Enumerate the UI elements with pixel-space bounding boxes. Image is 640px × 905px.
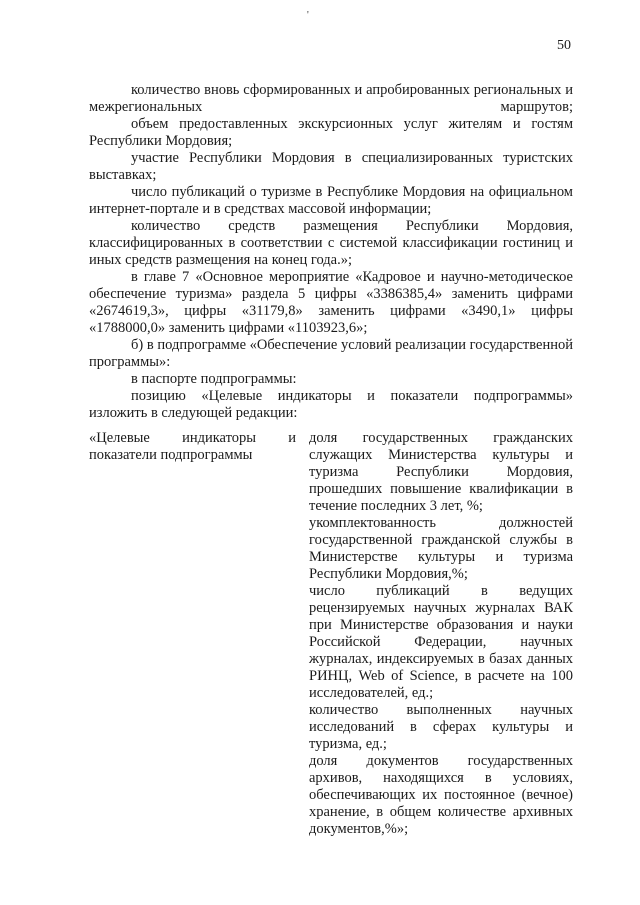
body-text: [89, 82, 573, 422]
paragraph-subprogram: б) в подпрограмме «Обеспечение условий реализации государственной программы»:: [89, 337, 573, 370]
paragraph-exhibitions: участие Республики Мордовия в специализированных туристских выставках;: [89, 150, 573, 183]
left-cell-text: «Целевые индикаторы и показатели подпрограммы: [89, 430, 296, 463]
indicator-entry: укомплектованность должностей государственной гражданской службы в Министерстве культуры и туризма Республики Мордовия,%;: [309, 515, 573, 582]
page-number: 50: [557, 38, 571, 53]
paragraph-chapter-7: в главе 7 «Основное мероприятие «Кадровое и научно-методическое обеспечение туризма» раздела 5 цифры «3386385,4» заменить цифрами «2674619,3», цифры «31179,8» заменить цифрами «3490,1» цифры «1788000,0» заменить цифрами «1103923,6»;: [89, 269, 573, 336]
indicator-entry: количество выполненных научных исследований в сферах культуры и туризма, ед.;: [309, 702, 573, 752]
paragraph-publications: число публикаций о туризме в Республике Мордовия на официальном интернет-портале и в средствах массовой информации;: [89, 184, 573, 217]
paragraph-excursions: объем предоставленных экскурсионных услуг жителям и гостям Республики Мордовия;: [89, 116, 573, 149]
top-mark: ': [307, 10, 309, 21]
table-left-cell: [89, 430, 296, 464]
indicator-entry: доля государственных гражданских служащих Министерства культуры и туризма Республики Мордовия, прошедших повышение квалификации в течение последних 3 лет, %;: [309, 430, 573, 514]
paragraph-routes: количество вновь сформированных и апробированных региональных и межрегиональных маршрутов;: [89, 82, 573, 115]
paragraph-passport: в паспорте подпрограммы:: [131, 371, 297, 387]
paragraph-accommodation: количество средств размещения Республики Мордовия, классифицированных в соответствии с системой классификации гостиниц и иных средств размещения на конец года.»;: [89, 218, 573, 268]
indicator-entry: доля документов государственных архивов, находящихся в условиях, обеспечивающих их постоянное (вечное) хранение, в общем количестве архивных документов,%»;: [309, 753, 573, 837]
table-right-cell: [309, 430, 573, 838]
indicator-entry: число публикаций в ведущих рецензируемых научных журналах ВАК при Министерстве образования и науки Российской Федерации, научных журналах, индексируемых в базах данных РИНЦ, Web of Science, в расчете на 100 исследователей, ед.;: [309, 583, 573, 701]
paragraph-position: позицию «Целевые индикаторы и показатели подпрограммы» изложить в следующей редакции:: [89, 388, 573, 421]
